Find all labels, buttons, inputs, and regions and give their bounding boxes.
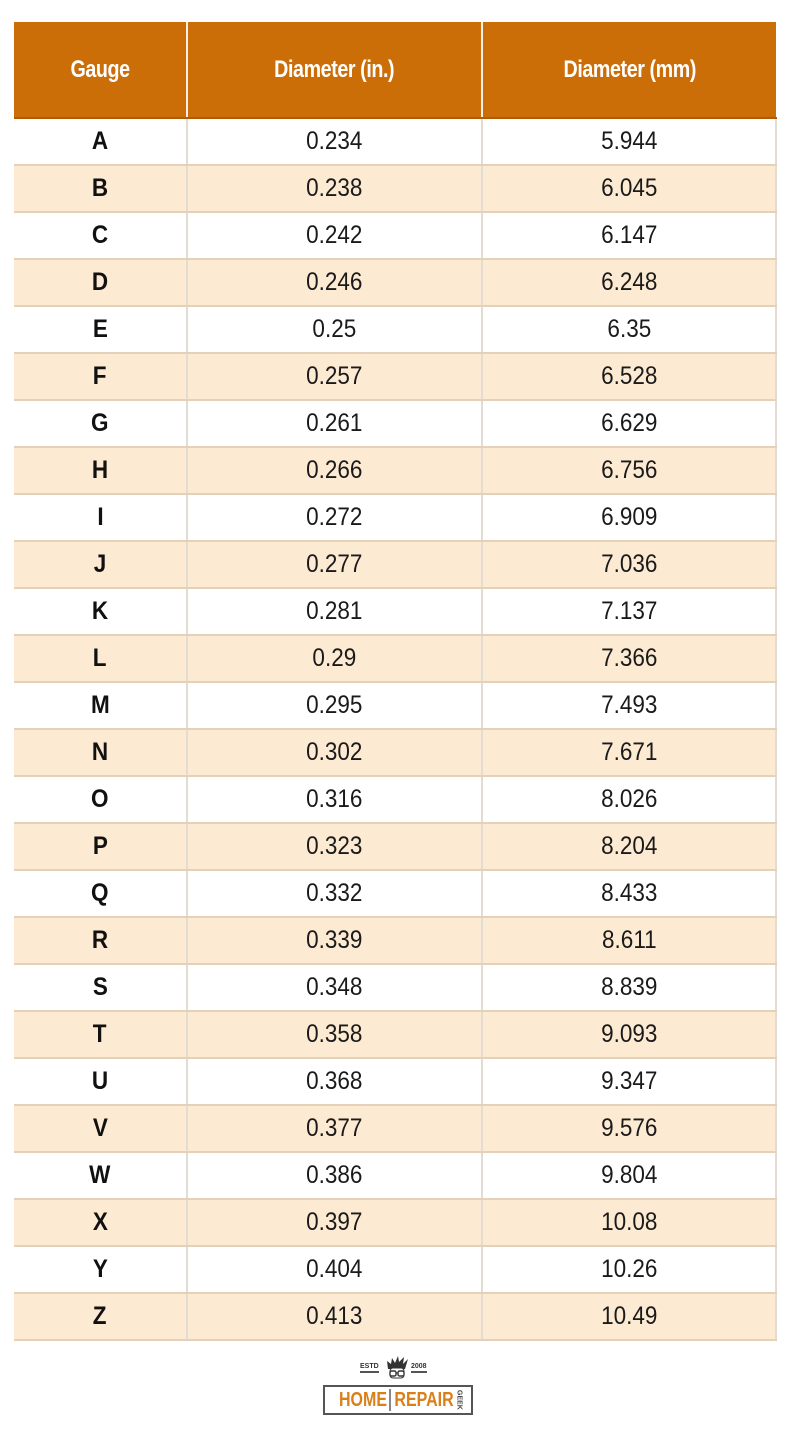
cell-gauge: C	[14, 212, 187, 259]
table-row	[14, 729, 776, 776]
cell-gauge: V	[14, 1105, 187, 1152]
table-row	[14, 212, 776, 259]
table-row	[14, 353, 776, 400]
table-row	[14, 1011, 776, 1058]
cell-gauge: A	[14, 118, 187, 165]
cell-diameter-in: 0.261	[187, 400, 482, 447]
logo-estd: ESTD	[360, 1363, 379, 1373]
cell-gauge: R	[14, 917, 187, 964]
cell-gauge: M	[14, 682, 187, 729]
cell-diameter-in: 0.386	[187, 1152, 482, 1199]
logo-year: 2008	[411, 1363, 427, 1373]
cell-gauge: N	[14, 729, 187, 776]
cell-diameter-mm: 10.08	[482, 1199, 776, 1246]
table-row	[14, 964, 776, 1011]
cell-gauge: W	[14, 1152, 187, 1199]
cell-gauge: U	[14, 1058, 187, 1105]
logo-divider	[389, 1389, 391, 1411]
logo-top	[323, 1355, 477, 1383]
table-row	[14, 541, 776, 588]
cell-gauge: T	[14, 1011, 187, 1058]
cell-diameter-mm: 6.045	[482, 165, 776, 212]
table-row	[14, 165, 776, 212]
cell-gauge: J	[14, 541, 187, 588]
table-row	[14, 1105, 776, 1152]
table-row	[14, 447, 776, 494]
cell-gauge: H	[14, 447, 187, 494]
cell-diameter-in: 0.377	[187, 1105, 482, 1152]
table-header	[14, 22, 776, 118]
cell-diameter-mm: 7.493	[482, 682, 776, 729]
cell-gauge: D	[14, 259, 187, 306]
cell-diameter-in: 0.242	[187, 212, 482, 259]
cell-diameter-mm: 6.248	[482, 259, 776, 306]
cell-diameter-mm: 8.611	[482, 917, 776, 964]
header-gauge: Gauge	[14, 22, 187, 118]
cell-diameter-in: 0.316	[187, 776, 482, 823]
logo-word-home: HOME	[339, 1388, 388, 1411]
table-row	[14, 1199, 776, 1246]
cell-diameter-in: 0.25	[187, 306, 482, 353]
cell-diameter-mm: 9.804	[482, 1152, 776, 1199]
table-row	[14, 400, 776, 447]
table-row	[14, 306, 776, 353]
table-row	[14, 823, 776, 870]
cell-diameter-in: 0.323	[187, 823, 482, 870]
cell-gauge: X	[14, 1199, 187, 1246]
cell-diameter-in: 0.266	[187, 447, 482, 494]
cell-diameter-mm: 6.35	[482, 306, 776, 353]
cell-gauge: L	[14, 635, 187, 682]
cell-gauge: G	[14, 400, 187, 447]
header-diameter-mm: Diameter (mm)	[482, 22, 776, 118]
logo-word-geek: GEEK	[455, 1390, 463, 1410]
cell-diameter-in: 0.397	[187, 1199, 482, 1246]
cell-diameter-mm: 9.576	[482, 1105, 776, 1152]
table-row	[14, 259, 776, 306]
cell-diameter-mm: 8.433	[482, 870, 776, 917]
cell-diameter-in: 0.234	[187, 118, 482, 165]
cell-gauge: Y	[14, 1246, 187, 1293]
cell-gauge: I	[14, 494, 187, 541]
cell-gauge: Z	[14, 1293, 187, 1340]
cell-gauge: F	[14, 353, 187, 400]
header-diameter-in: Diameter (in.)	[187, 22, 482, 118]
table-row	[14, 494, 776, 541]
cell-diameter-mm: 7.036	[482, 541, 776, 588]
cell-diameter-mm: 9.093	[482, 1011, 776, 1058]
cell-gauge: P	[14, 823, 187, 870]
logo-wordmark	[323, 1385, 473, 1415]
table-row	[14, 776, 776, 823]
cell-diameter-mm: 7.137	[482, 588, 776, 635]
cell-diameter-mm: 6.756	[482, 447, 776, 494]
cell-gauge: Q	[14, 870, 187, 917]
gauge-table-container	[14, 22, 776, 1341]
cell-diameter-mm: 10.49	[482, 1293, 776, 1340]
cell-diameter-in: 0.295	[187, 682, 482, 729]
geek-face-icon	[385, 1355, 409, 1383]
cell-diameter-in: 0.272	[187, 494, 482, 541]
cell-diameter-in: 0.339	[187, 917, 482, 964]
cell-diameter-mm: 7.671	[482, 729, 776, 776]
cell-diameter-mm: 7.366	[482, 635, 776, 682]
header-row	[14, 22, 776, 118]
cell-gauge: E	[14, 306, 187, 353]
table-row	[14, 1293, 776, 1340]
cell-diameter-mm: 6.147	[482, 212, 776, 259]
table-body	[14, 118, 776, 1340]
cell-diameter-mm: 8.204	[482, 823, 776, 870]
cell-diameter-in: 0.358	[187, 1011, 482, 1058]
cell-diameter-in: 0.246	[187, 259, 482, 306]
cell-diameter-in: 0.277	[187, 541, 482, 588]
cell-gauge: O	[14, 776, 187, 823]
table-row	[14, 1152, 776, 1199]
cell-diameter-in: 0.368	[187, 1058, 482, 1105]
cell-diameter-mm: 6.528	[482, 353, 776, 400]
cell-diameter-mm: 6.909	[482, 494, 776, 541]
table-row	[14, 917, 776, 964]
cell-gauge: K	[14, 588, 187, 635]
cell-diameter-mm: 8.839	[482, 964, 776, 1011]
cell-diameter-mm: 6.629	[482, 400, 776, 447]
table-row	[14, 1246, 776, 1293]
home-repair-geek-logo	[323, 1355, 477, 1421]
cell-diameter-in: 0.302	[187, 729, 482, 776]
cell-diameter-mm: 10.26	[482, 1246, 776, 1293]
cell-gauge: B	[14, 165, 187, 212]
cell-diameter-in: 0.404	[187, 1246, 482, 1293]
cell-diameter-mm: 5.944	[482, 118, 776, 165]
cell-diameter-in: 0.257	[187, 353, 482, 400]
cell-gauge: S	[14, 964, 187, 1011]
gauge-diameter-table	[14, 22, 777, 1341]
table-row	[14, 870, 776, 917]
cell-diameter-mm: 9.347	[482, 1058, 776, 1105]
cell-diameter-in: 0.332	[187, 870, 482, 917]
table-row	[14, 682, 776, 729]
logo-word-repair: REPAIR	[394, 1388, 455, 1411]
cell-diameter-in: 0.281	[187, 588, 482, 635]
table-row	[14, 635, 776, 682]
cell-diameter-in: 0.413	[187, 1293, 482, 1340]
cell-diameter-in: 0.348	[187, 964, 482, 1011]
table-row	[14, 588, 776, 635]
table-row	[14, 118, 776, 165]
table-row	[14, 1058, 776, 1105]
cell-diameter-in: 0.238	[187, 165, 482, 212]
cell-diameter-in: 0.29	[187, 635, 482, 682]
cell-diameter-mm: 8.026	[482, 776, 776, 823]
